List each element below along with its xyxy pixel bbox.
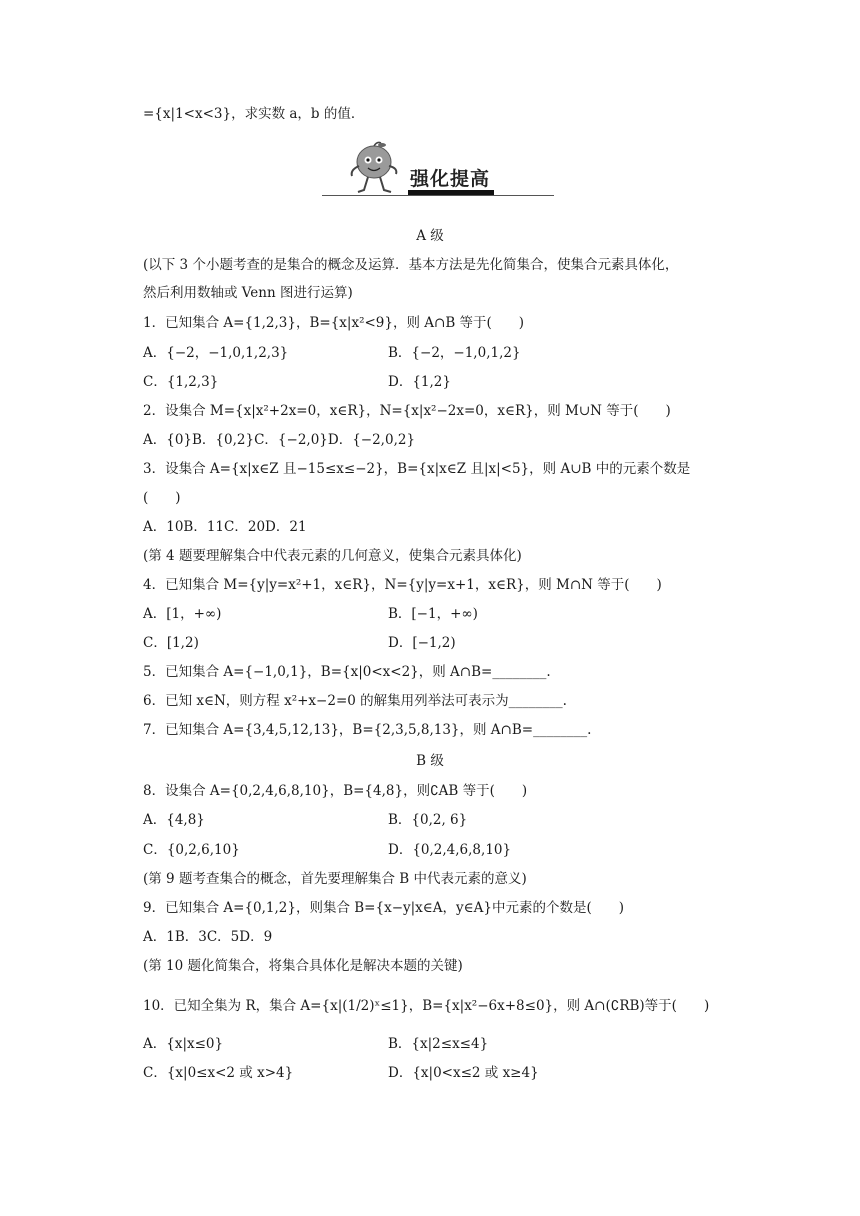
text-line: 10．已知全集为 R，集合 A={x|(1/2)ˣ≤1}，B={x|x²−6x+8≤0}，则 A∩(∁RB)等于( )	[143, 998, 710, 1014]
answer-option: B．[−1，+∞)	[388, 606, 478, 622]
answer-option: B．{−2，−1,0,1,2}	[388, 345, 521, 361]
text-line: (以下 3 个小题考查的是集合的概念及运算．基本方法是先化简集合，使集合元素具体化，	[143, 257, 679, 273]
text-line: 2．设集合 M={x|x²+2x=0，x∈R}，N={x|x²−2x=0，x∈R}，则 M∪N 等于( )	[143, 403, 671, 419]
text-line: C．{0,2,6,10}	[143, 842, 240, 858]
answer-option: D．{1,2}	[388, 374, 451, 390]
answer-option: B．{0,2, 6}	[388, 812, 468, 828]
text-line: 1．已知集合 A={1,2,3}，B={x|x²<9}，则 A∩B 等于( )	[143, 315, 525, 331]
text-line: C．{x|0≤x<2 或 x>4}	[143, 1065, 294, 1081]
text-line: (第 10 题化简集合，将集合具体化是解决本题的关键)	[143, 958, 463, 974]
text-line: A．[1，+∞)	[143, 606, 222, 622]
text-line: ={x|1<x<3}，求实数 a，b 的值．	[143, 106, 365, 122]
text-line: 5．已知集合 A={−1,0,1}，B={x|0<x<2}，则 A∩B=________.	[143, 664, 551, 680]
text-line: 7．已知集合 A={3,4,5,12,13}，B={2,3,5,8,13}，则 A∩B=________.	[143, 722, 592, 738]
text-line: 8．设集合 A={0,2,4,6,8,10}，B={4,8}，则∁AB 等于( )	[143, 783, 528, 799]
banner-divider	[322, 195, 554, 196]
section-banner	[322, 140, 554, 200]
text-line: A．10B．11C．20D．21	[143, 519, 307, 535]
answer-option: D．{0,2,4,6,8,10}	[388, 842, 512, 858]
text-line: A．{−2，−1,0,1,2,3}	[143, 345, 289, 361]
text-line: C．{1,2,3}	[143, 374, 219, 390]
level-heading: A 级	[416, 228, 444, 244]
answer-option: B．{x|2≤x≤4}	[388, 1036, 489, 1052]
text-line: ( )	[143, 490, 181, 506]
text-line: 4．已知集合 M={y|y=x²+1，x∈R}，N={y|y=x+1，x∈R}，则 M∩N 等于( )	[143, 577, 662, 593]
text-line: A．{x|x≤0}	[143, 1036, 224, 1052]
text-line: A．{0}B．{0,2}C．{−2,0}D．{−2,0,2}	[143, 432, 416, 448]
text-line: C．[1,2)	[143, 635, 199, 651]
answer-option: D．[−1,2)	[388, 635, 456, 651]
text-line: 9．已知集合 A={0,1,2}，则集合 B={x−y|x∈A，y∈A}中元素的个数是( )	[143, 900, 625, 916]
text-line: 3．设集合 A={x|x∈Z 且−15≤x≤−2}，B={x|x∈Z 且|x|<5}，则 A∪B 中的元素个数是	[143, 461, 691, 477]
text-line: (第 9 题考查集合的概念，首先要理解集合 B 中代表元素的意义)	[143, 871, 527, 887]
text-line: (第 4 题要理解集合中代表元素的几何意义，使集合元素具体化)	[143, 548, 522, 564]
banner-title: 强化提高	[410, 168, 491, 190]
text-line: 然后利用数轴或 Venn 图进行运算)	[143, 285, 353, 301]
level-heading: B 级	[416, 753, 444, 769]
answer-option: D．{x|0<x≤2 或 x≥4}	[388, 1065, 539, 1081]
apple-mascot-icon	[344, 140, 404, 198]
text-line: A．{4,8}	[143, 812, 205, 828]
text-line: 6．已知 x∈N，则方程 x²+x−2=0 的解集用列举法可表示为________.	[143, 693, 567, 709]
text-line: A．1B．3C．5D．9	[143, 929, 273, 945]
